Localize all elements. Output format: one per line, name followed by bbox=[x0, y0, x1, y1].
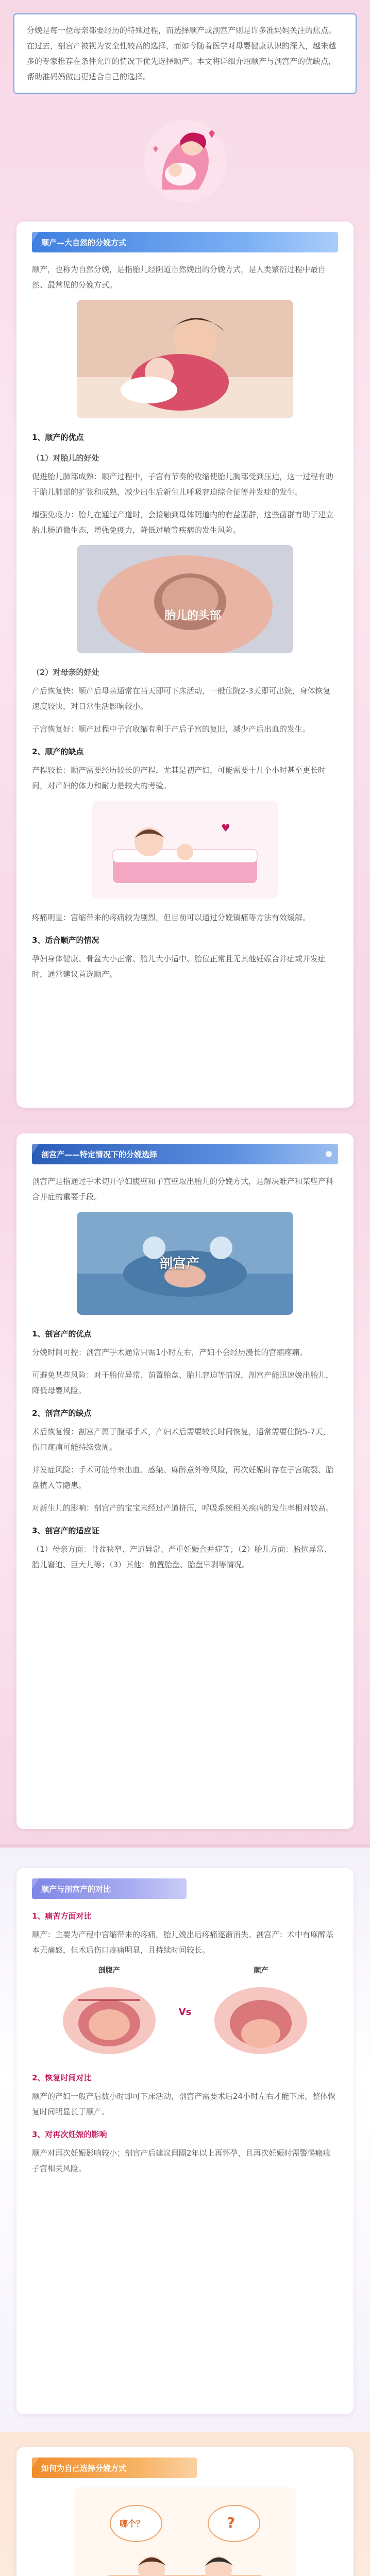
mother-hold-baby-svg bbox=[77, 300, 293, 418]
s2-cons-text2: 并发症风险：手术可能带来出血、感染、麻醉意外等风险，再次妊娠时存在子宫破裂、胎盘植入等隐患。 bbox=[32, 1465, 334, 1490]
s1-p1-text: 促进胎儿肺部成熟：顺产过程中，子宫有节奏的收缩使胎儿胸部受到压迫，这一过程有助于胎儿肺部的扩张和成熟，减少出生后新生儿呼吸窘迫综合征等并发症的发生。 bbox=[32, 472, 334, 497]
vs-left-card bbox=[55, 1965, 163, 2059]
s1-cons-title: 2、顺产的缺点 bbox=[32, 747, 84, 756]
mother-hold-baby-image bbox=[77, 300, 293, 418]
thinking-couple-cartoon bbox=[74, 2487, 296, 2576]
mother-bed-cartoon bbox=[92, 801, 278, 899]
s1-p2-title: （2）对母亲的好处 bbox=[32, 668, 99, 677]
fetal-head-image bbox=[77, 545, 293, 653]
s2-cons-text3: 对新生儿的影响：剖宫产的宝宝未经过产道挤压，呼吸系统相关疾病的发生率相对较高。 bbox=[32, 1503, 334, 1513]
section-1-banner bbox=[32, 232, 338, 252]
s1-pros-title: 1、顺产的优点 bbox=[32, 433, 84, 442]
section-4-card bbox=[16, 2447, 354, 2576]
intro-text: 分娩是每一位母亲都要经历的特殊过程，而选择顺产或剖宫产则是许多准妈妈关注的焦点。在过去，剖宫产被视为安全性较高的选择，而如今随着医学对母婴健康认识的深入，越来越多的专家推荐在条件允许的情况下优先选择顺产。本文将详细介绍顺产与剖宫产的优缺点，帮助准妈妈做出更适合自己的选择。 bbox=[27, 26, 337, 81]
vs-text: Vs bbox=[178, 2006, 192, 2018]
surgery-caption: 剖宫产 bbox=[159, 1256, 200, 1272]
s1-suit-text: 孕妇身体健康、骨盆大小正常、胎儿大小适中、胎位正常且无其他妊娠合并症或并发症时，通常建议首选顺产。 bbox=[32, 954, 326, 979]
section-1-lead: 顺产，也称为自然分娩，是指胎儿经阴道自然娩出的分娩方式，是人类繁衍过程中最自然、最常见的分娩方式。 bbox=[32, 265, 326, 290]
section-4-panel bbox=[0, 2432, 370, 2576]
section-2-card bbox=[16, 1133, 354, 1829]
q-bubble-right: ? bbox=[227, 2514, 236, 2531]
s1-cons-text: 产程较长：顺产需要经历较长的产程，尤其是初产妇，可能需要十几个小时甚至更长时间，对产妇的体力和耐力是较大的考验。 bbox=[32, 766, 326, 790]
vs-right-label: 顺产 bbox=[254, 1967, 268, 1975]
s2-pros-text2: 可避免某些风险：对于胎位异常、前置胎盘、胎儿窘迫等情况，剖宫产能迅速娩出胎儿，降低母婴风险。 bbox=[32, 1370, 334, 1395]
section-3-banner-title: 顺产与剖宫产的对比 bbox=[41, 1884, 111, 1894]
s2-lead: 剖宫产是指通过手术切开孕妇腹壁和子宫壁取出胎儿的分娩方式，是解决难产和某些产科合并症的重要手段。 bbox=[32, 1177, 334, 1201]
s3-h3: 3、对再次妊娠的影响 bbox=[32, 2130, 107, 2139]
s1-cons-text2: 疼痛明显：宫缩带来的疼痛较为剧烈，但目前可以通过分娩镇痛等方法有效缓解。 bbox=[32, 913, 311, 922]
section-2-banner-title: 剖宫产——特定情况下的分娩选择 bbox=[41, 1149, 158, 1159]
s1-p2-text: 产后恢复快：顺产后母亲通常在当天即可下床活动，一般住院2-3天即可出院，身体恢复速度较快，对日常生活影响较小。 bbox=[32, 686, 331, 711]
s3-h1: 1、痛苦方面对比 bbox=[32, 1911, 92, 1921]
s1-p2-text2: 子宫恢复好：顺产过程中子宫收缩有利于产后子宫的复旧，减少产后出血的发生。 bbox=[32, 724, 311, 734]
s3-t2: 顺产的产妇一般产后数小时即可下床活动，剖宫产需要术后24小时左右才能下床，整体恢复时间明显长于顺产。 bbox=[32, 2092, 336, 2116]
section-4-banner bbox=[32, 2458, 197, 2478]
vs-right-card bbox=[207, 1965, 315, 2059]
mother-bed-svg bbox=[92, 801, 278, 899]
section-4-banner-title: 如何为自己选择分娩方式 bbox=[41, 2463, 127, 2473]
caesarean-diagram bbox=[58, 1979, 161, 2057]
banner-dot-icon bbox=[326, 1151, 332, 1157]
surgery-image bbox=[77, 1212, 293, 1315]
section-1-panel bbox=[0, 0, 370, 1123]
s1-suit-title: 3、适合顺产的情况 bbox=[32, 936, 99, 945]
section-1-card bbox=[16, 222, 354, 1108]
thinking-couple-svg bbox=[74, 2487, 296, 2576]
section-3-panel bbox=[0, 1848, 370, 2432]
s2-ind-text: （1）母亲方面：骨盆狭窄、产道异常、严重妊娠合并症等；（2）胎儿方面：胎位异常、胎儿窘迫、巨大儿等；（3）其他：前置胎盘、胎盘早剥等情况。 bbox=[32, 1545, 332, 1569]
mother-baby-svg bbox=[131, 117, 240, 205]
vs-left-label: 剖腹产 bbox=[98, 1967, 120, 1975]
s2-cons-title: 2、剖宫产的缺点 bbox=[32, 1409, 92, 1418]
natural-birth-diagram bbox=[209, 1979, 312, 2057]
svg-text:♥: ♥ bbox=[221, 822, 230, 834]
s1-p1-text2: 增强免疫力：胎儿在通过产道时，会接触到母体阴道内的有益菌群，这些菌群有助于建立胎儿肠道微生态，增强免疫力，降低过敏等疾病的发生风险。 bbox=[32, 510, 334, 535]
section-3-banner bbox=[32, 1878, 187, 1899]
mother-baby-illustration bbox=[131, 117, 240, 205]
s3-h2: 2、恢复时间对比 bbox=[32, 2073, 92, 2082]
s3-t3: 顺产对再次妊娠影响较小；剖宫产后建议间隔2年以上再怀孕，且再次妊娠时需警惕瘢痕子宫相关风险。 bbox=[32, 2148, 331, 2173]
vs-comparison bbox=[32, 1965, 338, 2059]
s2-cons-text: 术后恢复慢：剖宫产属于腹部手术，产妇术后需要较长时间恢复，通常需要住院5-7天，伤口疼痛可能持续数周。 bbox=[32, 1427, 331, 1452]
section-3-card bbox=[16, 1868, 354, 2414]
s2-pros-title: 1、剖宫产的优点 bbox=[32, 1329, 92, 1338]
section-2-banner bbox=[32, 1144, 338, 1164]
s2-pros-text: 分娩时间可控：剖宫产手术通常只需1小时左右，产妇不会经历漫长的宫缩疼痛。 bbox=[32, 1348, 308, 1357]
fetal-head-svg bbox=[77, 545, 293, 653]
q-bubble-left: 哪个？ bbox=[120, 2519, 145, 2529]
s2-ind-title: 3、剖宫产的适应证 bbox=[32, 1526, 99, 1535]
intro-box bbox=[13, 13, 357, 94]
section-2-panel bbox=[0, 1123, 370, 1844]
s1-p1-title: （1）对胎儿的好处 bbox=[32, 453, 99, 463]
s3-t1: 顺产：主要为产程中宫缩带来的疼痛，胎儿娩出后疼痛逐渐消失。剖宫产：术中有麻醉基本无痛感，但术后伤口疼痛明显，且持续时间较长。 bbox=[32, 1930, 334, 1955]
fetal-head-caption: 胎儿的头部 bbox=[164, 609, 222, 622]
section-1-banner-title: 顺产—大自然的分娩方式 bbox=[41, 238, 127, 247]
